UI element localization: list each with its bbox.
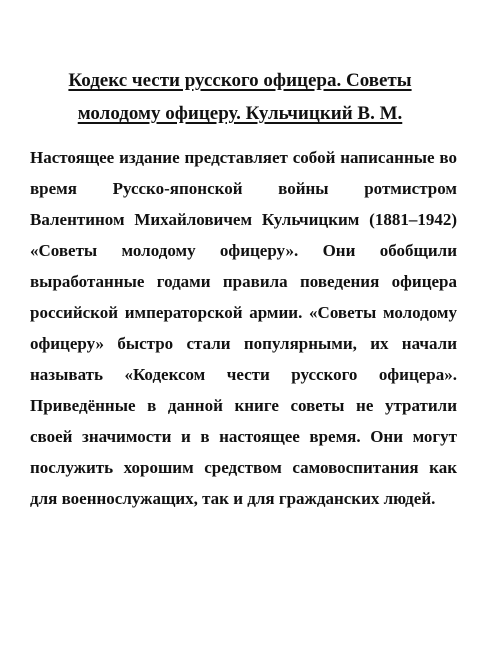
document-title: Кодекс чести русского офицера. Советы молодому офицеру. Кульчицкий В. М.: [68, 70, 412, 124]
document-paragraph: Настоящее издание представляет собой написанные во время Русско-японской войны ротмистром Валентином Михайловичем Кульчицким (1881–1942) «Советы молодому офицеру». Они обобщили выработанные годами правила поведения офицера российской императорской армии. «Советы молодому офицеру» быстро стали популярными, их начали называть «Кодексом чести русского офицера». Приведённые в данной книге советы не утратили своей значимости и в настоящее время. Они могут послужить хорошим средством самовоспитания как для военнослужащих, так и для гражданских людей.: [30, 148, 457, 508]
